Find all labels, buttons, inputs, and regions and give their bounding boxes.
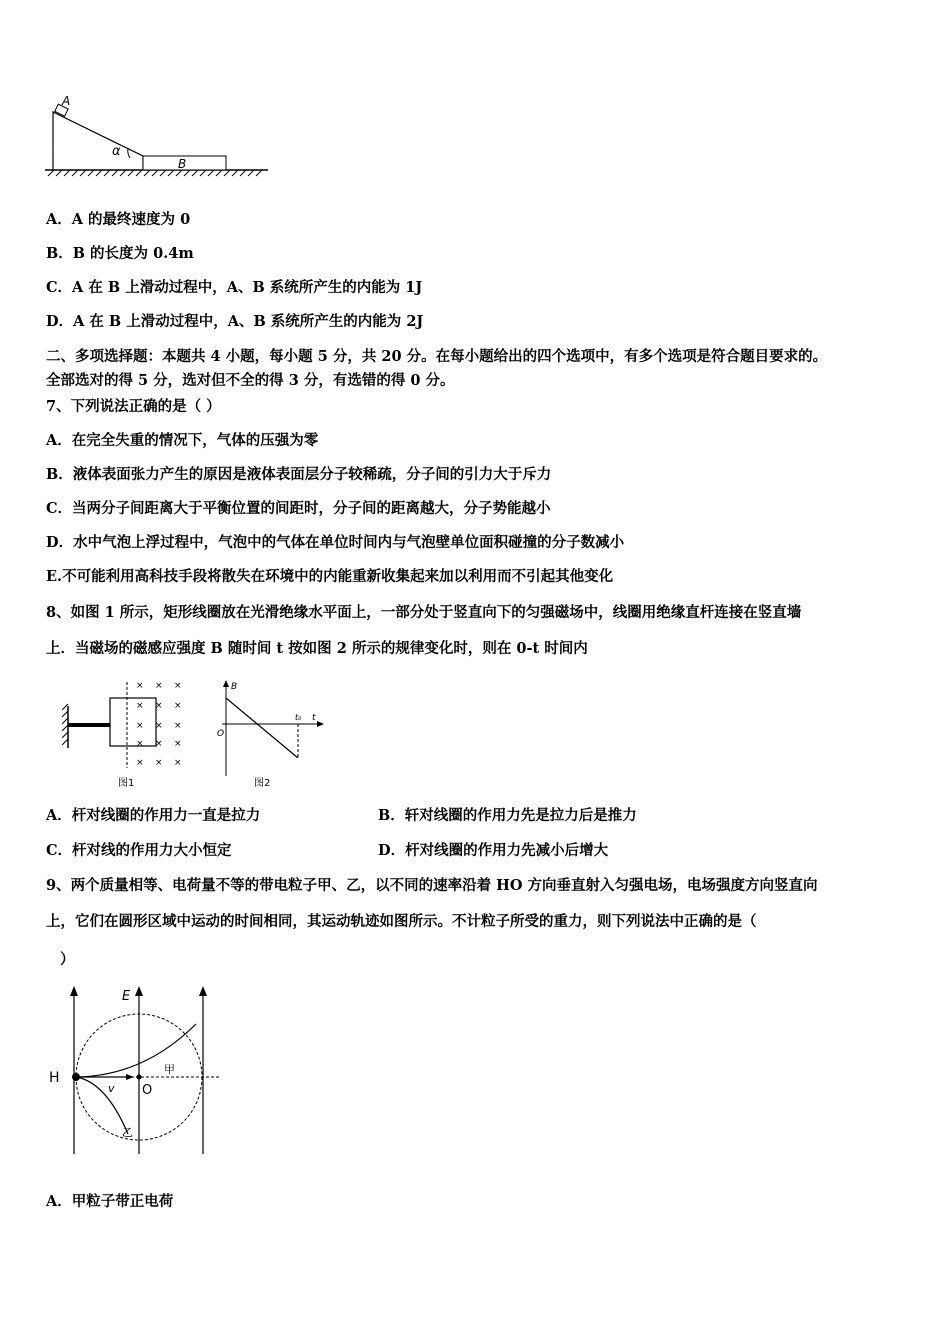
svg-text:×: × bbox=[174, 701, 182, 711]
point-o bbox=[137, 1075, 142, 1080]
svg-text:×: × bbox=[136, 701, 144, 711]
trajectory-yi bbox=[76, 1077, 128, 1134]
coil bbox=[110, 698, 156, 746]
q8-figure-2 bbox=[212, 676, 330, 794]
section2-heading-line2: 全部选对的得 5 分，选对但不全的得 3 分，有选错的得 0 分。 bbox=[46, 372, 455, 389]
ground-hatching bbox=[48, 170, 262, 176]
b-axis-arrow bbox=[223, 680, 229, 687]
svg-text:×: × bbox=[155, 701, 163, 711]
svg-text:×: × bbox=[136, 721, 144, 731]
velocity-arrowhead bbox=[126, 1074, 134, 1080]
trajectory-jia bbox=[76, 1024, 196, 1077]
q9-stem-line3: ） bbox=[60, 951, 75, 968]
q7-option-c: C．当两分子间距离大于平衡位置的间距时，分子间的距离越大，分子势能越小 bbox=[46, 500, 551, 517]
svg-text:×: × bbox=[136, 758, 144, 768]
q6-option-a: A．A 的最终速度为 0 bbox=[46, 211, 191, 228]
q8-option-a: A．杆对线圈的作用力一直是拉力 bbox=[46, 807, 261, 824]
label-angle: α bbox=[112, 144, 121, 159]
q7-option-b: B．液体表面张力产生的原因是液体表面层分子较稀疏，分子间的引力大于斥力 bbox=[46, 466, 552, 483]
q8-option-c: C．杆对线的作用力大小恒定 bbox=[46, 842, 232, 859]
svg-text:×: × bbox=[174, 758, 182, 768]
axis-b-label: B bbox=[231, 682, 238, 692]
field-line-left-arrow bbox=[70, 986, 78, 996]
incline-figure bbox=[40, 92, 272, 182]
q8-stem-line1: 8、如图 1 所示，矩形线圈放在光滑绝缘水平面上，一部分处于竖直向下的匀强磁场中，线圈用绝缘直杆连接在竖直墙 bbox=[46, 604, 802, 621]
label-yi: 乙 bbox=[122, 1126, 133, 1139]
q8-stem-line2: 上．当磁场的磁感应强度 B 随时间 t 按如图 2 所示的规律变化时，则在 0-t 时间内 bbox=[46, 640, 588, 657]
svg-text:×: × bbox=[174, 681, 182, 691]
label-a: A bbox=[62, 94, 71, 108]
svg-text:×: × bbox=[155, 758, 163, 768]
t0-label: t₀ bbox=[295, 713, 302, 722]
field-line-right-arrow bbox=[199, 986, 207, 996]
label-e: E bbox=[122, 989, 131, 1004]
q6-option-c: C．A 在 B 上滑动过程中，A、B 系统所产生的内能为 1J bbox=[46, 279, 423, 296]
q9-stem-line2: 上，它们在圆形区域中运动的时间相同，其运动轨迹如图所示。不计粒子所受的重力，则下列说法中正确的是（ bbox=[46, 913, 757, 930]
incline-body bbox=[53, 112, 143, 170]
q9-stem-line1: 9、两个质量相等、电荷量不等的带电粒子甲、乙，以不同的速率沿着 HO 方向垂直射入匀强电场，电场强度方向竖直向 bbox=[46, 877, 818, 894]
q8-option-d: D．杆对线圈的作用力先减小后增大 bbox=[378, 842, 609, 859]
field-marks bbox=[136, 681, 182, 768]
q9-figure bbox=[44, 984, 222, 1160]
q7-stem: 7、下列说法正确的是（ ） bbox=[46, 398, 221, 415]
svg-text:×: × bbox=[155, 721, 163, 731]
q7-option-a: A．在完全失重的情况下，气体的压强为零 bbox=[46, 432, 319, 449]
label-v: v bbox=[108, 1082, 115, 1095]
svg-text:×: × bbox=[155, 681, 163, 691]
q7-option-e: E.不可能利用高科技手段将散失在环境中的内能重新收集起来加以利用而不引起其他变化 bbox=[46, 568, 614, 585]
svg-text:×: × bbox=[136, 739, 144, 749]
field-line-mid-arrow bbox=[135, 986, 143, 996]
axis-t-label: t bbox=[312, 713, 316, 723]
svg-text:×: × bbox=[136, 681, 144, 691]
origin-label: O bbox=[217, 729, 225, 739]
label-h: H bbox=[49, 1070, 60, 1086]
fig1-caption: 图1 bbox=[118, 778, 135, 789]
label-o: O bbox=[142, 1083, 153, 1098]
q6-option-d: D．A 在 B 上滑动过程中，A、B 系统所产生的内能为 2J bbox=[46, 313, 424, 330]
t-axis-arrow bbox=[317, 721, 324, 727]
svg-text:×: × bbox=[174, 721, 182, 731]
q8-figure-1 bbox=[62, 676, 192, 794]
q8-option-b: B．轩对线圈的作用力先是拉力后是推力 bbox=[378, 807, 637, 824]
q7-option-d: D．水中气泡上浮过程中，气泡中的气体在单位时间内与气泡壁单位面积碰撞的分子数减小 bbox=[46, 534, 625, 551]
section2-heading-line1: 二、多项选择题：本题共 4 小题，每小题 5 分，共 20 分。在每小题给出的四个选项中，有多个选项是符合题目要求的。 bbox=[46, 348, 828, 365]
wall-hatching bbox=[62, 704, 68, 745]
q6-option-b: B．B 的长度为 0.4m bbox=[46, 245, 194, 262]
q9-option-a: A．甲粒子带正电荷 bbox=[46, 1193, 174, 1210]
label-b: B bbox=[178, 157, 187, 171]
svg-text:×: × bbox=[155, 739, 163, 749]
svg-text:×: × bbox=[174, 739, 182, 749]
fig2-caption: 图2 bbox=[254, 778, 271, 789]
b-line bbox=[226, 698, 298, 758]
label-jia: 甲 bbox=[164, 1063, 175, 1076]
insulating-rod bbox=[68, 723, 110, 727]
